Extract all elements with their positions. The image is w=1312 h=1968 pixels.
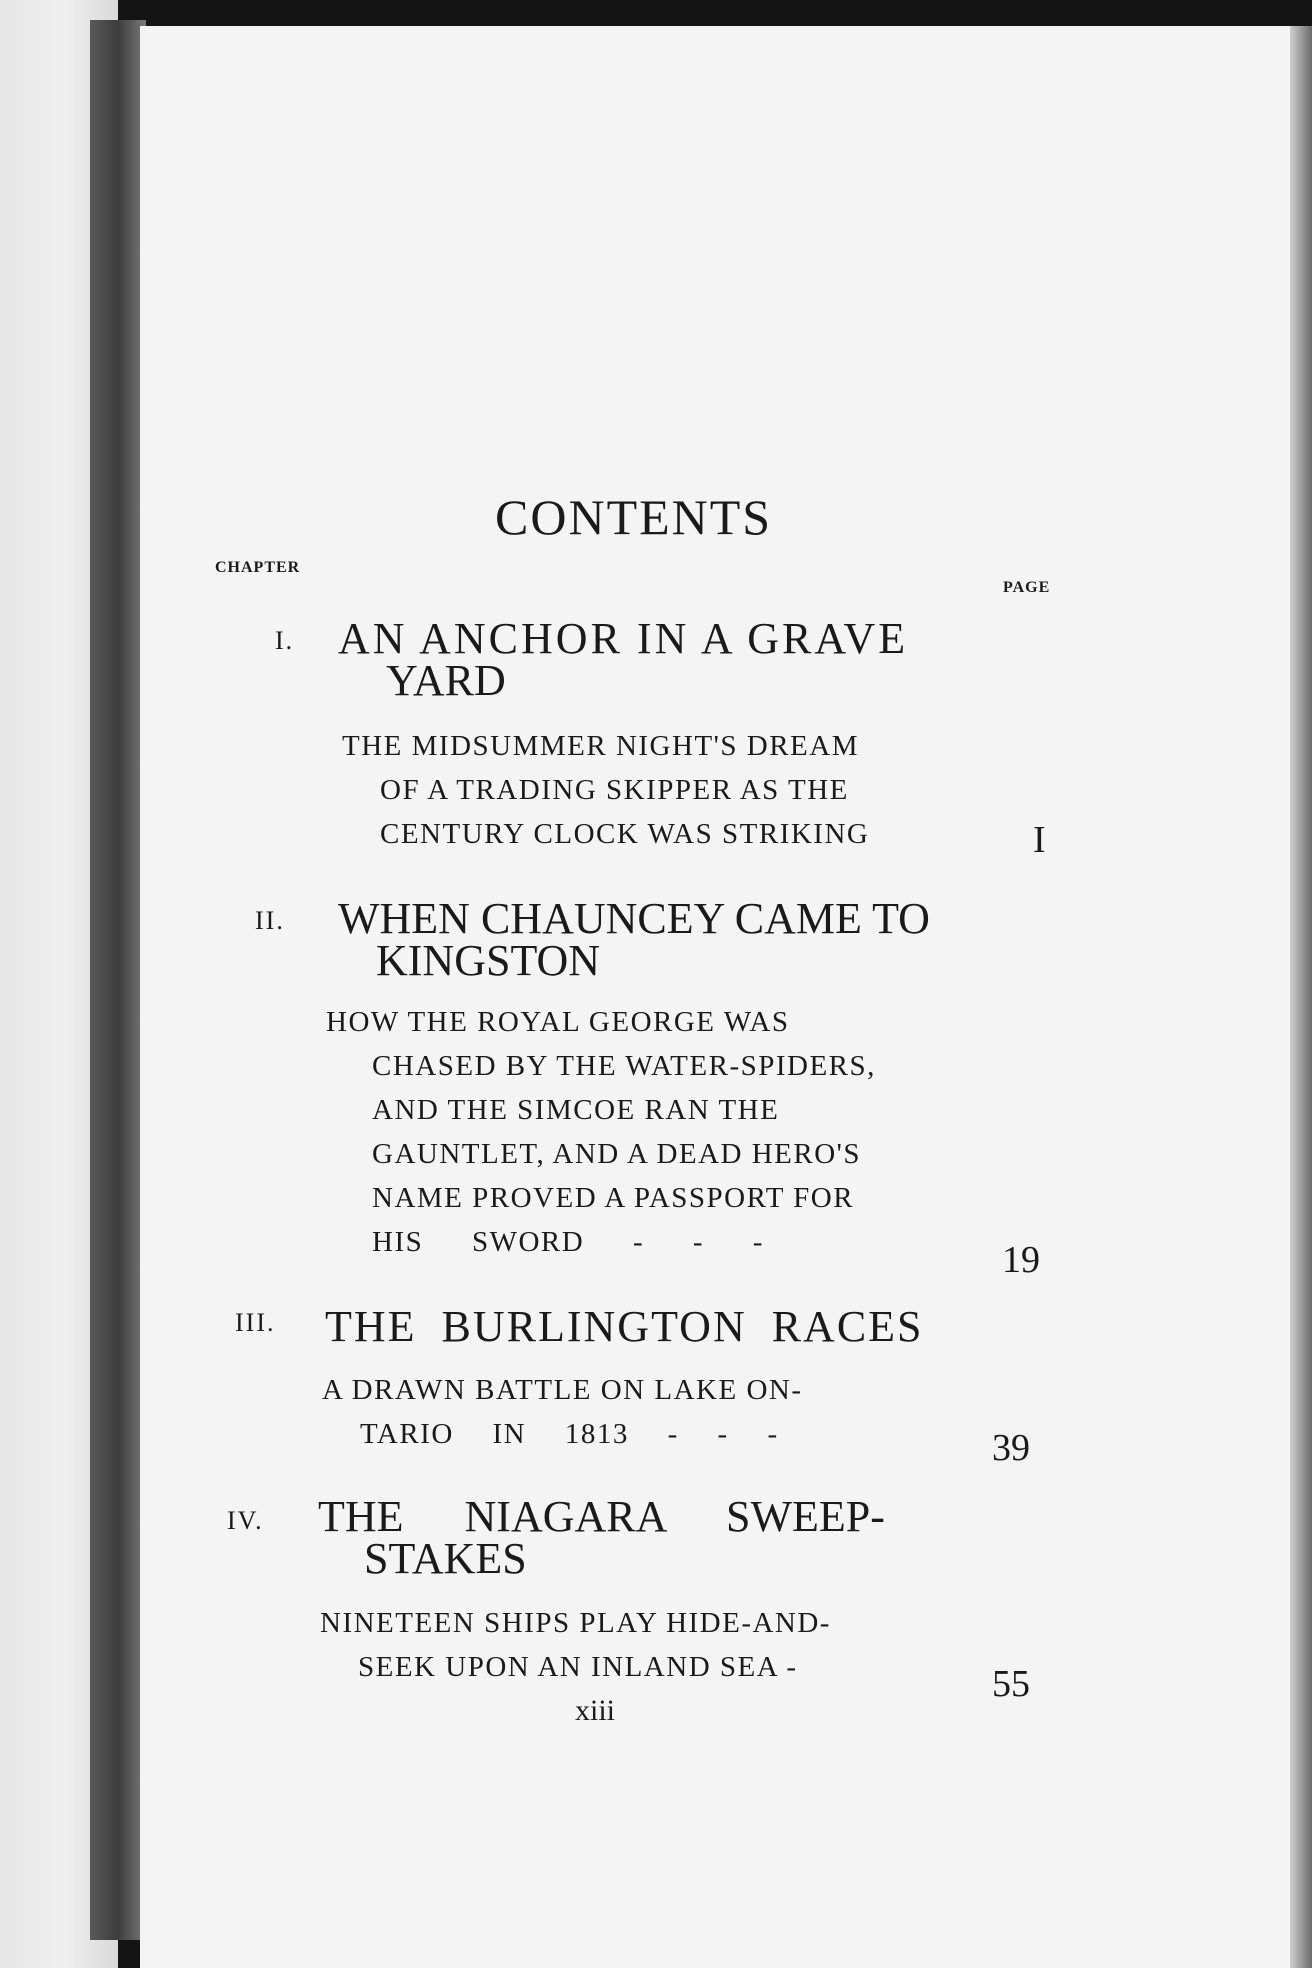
chapter-number: IV.	[227, 1506, 264, 1535]
chapter-title-line: THE NIAGARA SWEEP-	[318, 1492, 885, 1541]
page-edge-shadow	[1290, 26, 1312, 1968]
chapter-title	[318, 1492, 978, 1583]
page-number: 19	[1002, 1239, 1040, 1281]
folio-number: xiii	[575, 1694, 616, 1727]
chapter-description	[320, 1601, 960, 1689]
chapter-number: II.	[255, 906, 285, 935]
description-line: A DRAWN BATTLE ON LAKE ON-	[322, 1374, 803, 1406]
page-number: I	[1033, 819, 1046, 861]
chapter-title-line: AN ANCHOR IN A GRAVE	[338, 614, 909, 663]
chapter-number: III.	[235, 1308, 276, 1337]
chapter-column-label: CHAPTER	[215, 559, 301, 576]
chapter-description	[342, 724, 962, 856]
chapter-title-line: STAKES	[364, 1534, 527, 1583]
chapter-number: I.	[275, 626, 295, 655]
description-line: HIS SWORD - - -	[372, 1226, 764, 1258]
description-line: OF A TRADING SKIPPER AS THE	[380, 774, 849, 806]
description-line: NINETEEN SHIPS PLAY HIDE-AND-	[320, 1607, 831, 1639]
chapter-title-line: THE BURLINGTON RACES	[325, 1302, 924, 1351]
page-number: 55	[992, 1663, 1030, 1705]
chapter-title	[325, 1302, 985, 1351]
chapter-title	[338, 894, 958, 985]
book-gutter	[90, 20, 146, 1940]
description-line: THE MIDSUMMER NIGHT'S DREAM	[342, 730, 859, 762]
description-line: CHASED BY THE WATER-SPIDERS,	[372, 1050, 876, 1082]
description-line: HOW THE ROYAL GEORGE WAS	[326, 1006, 790, 1038]
description-line: NAME PROVED A PASSPORT FOR	[372, 1182, 855, 1214]
chapter-title-line: YARD	[386, 656, 506, 705]
chapter-description	[326, 1000, 966, 1264]
page-column-label: PAGE	[1003, 579, 1051, 596]
contents-page	[140, 26, 1312, 1968]
page-number: 39	[992, 1427, 1030, 1469]
chapter-title-line: KINGSTON	[376, 936, 601, 985]
chapter-description	[322, 1368, 962, 1456]
chapter-title-line: WHEN CHAUNCEY CAME TO	[338, 894, 930, 943]
description-line: SEEK UPON AN INLAND SEA -	[358, 1651, 798, 1683]
chapter-title	[338, 614, 958, 705]
description-line: TARIO IN 1813 - - -	[360, 1418, 779, 1450]
description-line: GAUNTLET, AND A DEAD HERO'S	[372, 1138, 862, 1170]
description-line: AND THE SIMCOE RAN THE	[372, 1094, 780, 1126]
page-title: CONTENTS	[495, 489, 773, 545]
description-line: CENTURY CLOCK WAS STRIKING	[380, 818, 870, 850]
